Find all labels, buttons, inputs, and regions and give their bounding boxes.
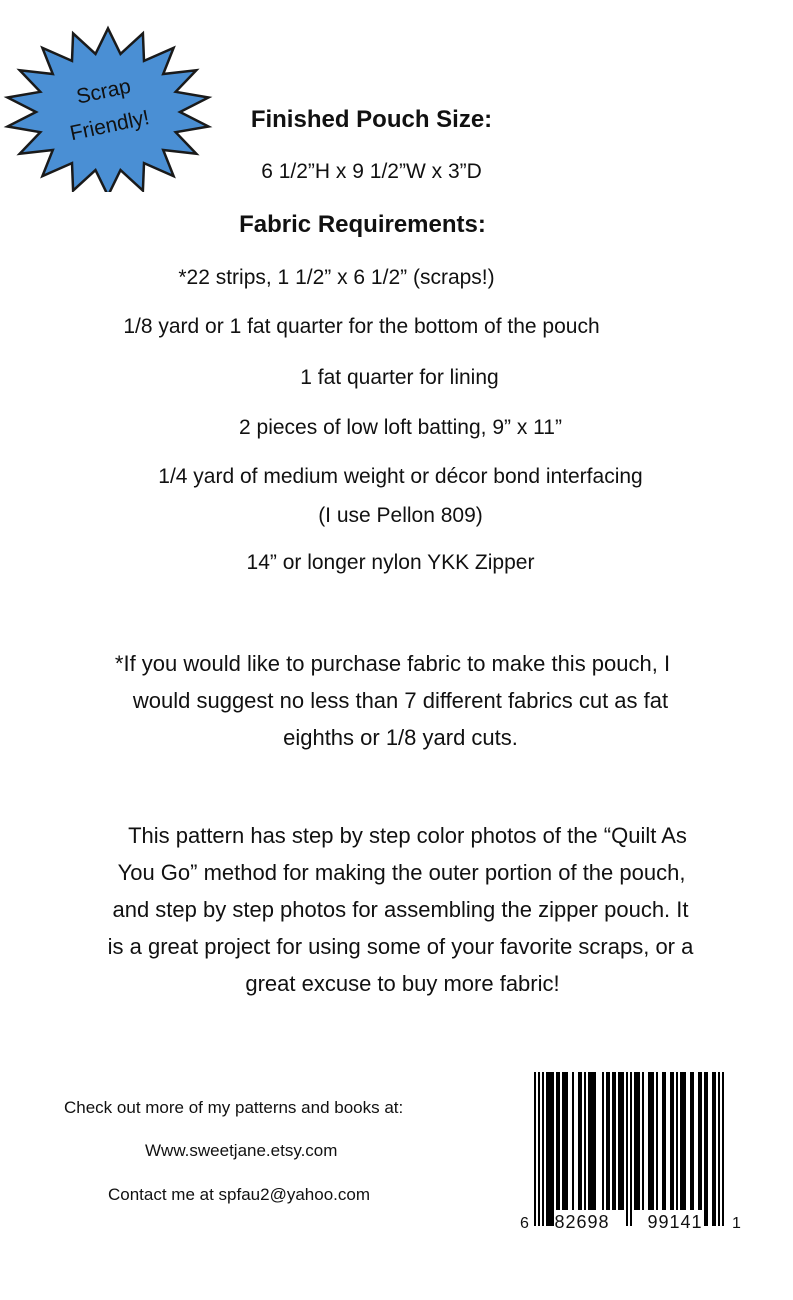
finished-size-heading: Finished Pouch Size:: [250, 106, 493, 133]
barcode-bar: [690, 1072, 692, 1210]
badge-line-1: Scrap: [74, 74, 133, 109]
barcode-group-1: 82698: [554, 1212, 610, 1232]
barcode-bar: [630, 1072, 632, 1226]
barcode-bar: [580, 1072, 582, 1210]
barcode-bar: [662, 1072, 664, 1210]
barcode-bar: [718, 1072, 720, 1226]
barcode-bar: [622, 1072, 624, 1210]
barcode-bar: [682, 1072, 684, 1210]
website-link[interactable]: Www.sweetjane.etsy.com: [145, 1141, 338, 1160]
fabric-item: (I use Pellon 809): [318, 504, 483, 527]
fabric-item: 1 fat quarter for lining: [300, 366, 499, 389]
barcode-bar: [552, 1072, 554, 1226]
email-contact: Contact me at spfau2@yahoo.com: [108, 1185, 371, 1204]
description-line: and step by step photos for assembling the zipper pouch. It: [112, 897, 689, 922]
barcode-bar: [618, 1072, 620, 1210]
barcode-bar: [602, 1072, 604, 1210]
barcode-bar: [656, 1072, 658, 1210]
barcode-bar: [590, 1072, 592, 1210]
barcode-bar: [620, 1072, 622, 1210]
barcode-bar: [556, 1072, 558, 1210]
barcode-bar: [652, 1072, 654, 1210]
barcode-bar: [562, 1072, 564, 1210]
barcode-bar: [572, 1072, 574, 1210]
description-line: This pattern has step by step color photos of the “Quilt As: [128, 823, 687, 848]
barcode-bar: [588, 1072, 590, 1210]
barcode-bar: [584, 1072, 586, 1210]
contact-intro: Check out more of my patterns and books at:: [64, 1098, 404, 1117]
barcode-bar: [684, 1072, 686, 1210]
barcode-bar: [664, 1072, 666, 1210]
barcode-bar: [614, 1072, 616, 1210]
fabric-item: 14” or longer nylon YKK Zipper: [246, 551, 535, 574]
barcode-bar: [634, 1072, 636, 1210]
barcode-bar: [722, 1072, 724, 1226]
description-line: is a great project for using some of your favorite scraps, or a: [107, 934, 694, 959]
barcode-bar: [578, 1072, 580, 1210]
barcode-bar: [612, 1072, 614, 1210]
barcode-last-digit: 1: [732, 1215, 741, 1232]
barcode-bar: [712, 1072, 714, 1226]
badge-line-2: Friendly!: [67, 106, 152, 146]
barcode-bar: [592, 1072, 594, 1210]
barcode-bar: [648, 1072, 650, 1210]
barcode-bar: [672, 1072, 674, 1210]
barcode-bars: [534, 1072, 724, 1226]
barcode-bar: [700, 1072, 702, 1210]
barcode-first-digit: 6: [520, 1215, 529, 1232]
barcode-bar: [564, 1072, 566, 1210]
barcode-bar: [626, 1072, 628, 1226]
barcode-bar: [650, 1072, 652, 1210]
note-line: would suggest no less than 7 different fabrics cut as fat: [132, 688, 669, 713]
barcode-bar: [542, 1072, 544, 1226]
barcode-bar: [676, 1072, 678, 1210]
barcode-bar: [670, 1072, 672, 1210]
barcode-bar: [558, 1072, 560, 1210]
barcode-bar: [608, 1072, 610, 1210]
barcode-bar: [594, 1072, 596, 1210]
barcode-bar: [704, 1072, 706, 1226]
barcode-group-2: 99141: [647, 1212, 703, 1232]
barcode-bar: [680, 1072, 682, 1210]
barcode-bar: [546, 1072, 548, 1226]
fabric-item: 2 pieces of low loft batting, 9” x 11”: [239, 416, 562, 439]
note-line: eighths or 1/8 yard cuts.: [283, 725, 518, 750]
description-line: great excuse to buy more fabric!: [245, 971, 560, 996]
barcode-bar: [706, 1072, 708, 1226]
barcode-bar: [548, 1072, 550, 1226]
barcode: [518, 1068, 750, 1238]
barcode-bar: [692, 1072, 694, 1210]
barcode-bar: [638, 1072, 640, 1210]
barcode-bar: [714, 1072, 716, 1226]
fabric-item: 1/8 yard or 1 fat quarter for the bottom of the pouch: [123, 315, 600, 338]
fabric-item: *22 strips, 1 1/2” x 6 1/2” (scraps!): [178, 266, 495, 289]
barcode-bar: [538, 1072, 540, 1226]
barcode-bar: [698, 1072, 700, 1210]
barcode-bar: [534, 1072, 536, 1226]
barcode-bar: [566, 1072, 568, 1210]
finished-size-value: 6 1/2”H x 9 1/2”W x 3”D: [261, 160, 482, 183]
fabric-item: 1/4 yard of medium weight or décor bond interfacing: [158, 465, 643, 488]
barcode-bar: [606, 1072, 608, 1210]
barcode-bar: [642, 1072, 644, 1210]
note-line: *If you would like to purchase fabric to make this pouch, I: [114, 651, 671, 676]
barcode-bar: [636, 1072, 638, 1210]
fabric-requirements-heading: Fabric Requirements:: [239, 211, 486, 238]
barcode-bar: [550, 1072, 552, 1226]
description-line: You Go” method for making the outer portion of the pouch,: [117, 860, 686, 885]
